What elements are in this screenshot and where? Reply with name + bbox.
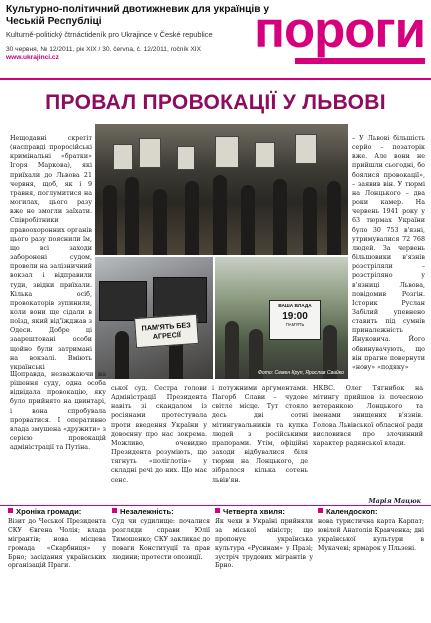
person-silhouette <box>241 185 255 255</box>
news-heading <box>112 508 210 517</box>
portrait-board <box>295 134 317 164</box>
article-author: Марія Мацюк <box>368 497 421 505</box>
news-text: Як чехи в Україні прийняли за міської міністр; що пропонує українська культура «Русинам» у Празі; зустріч трудових мігрантів у Брно. <box>215 517 313 570</box>
person-silhouette <box>185 181 199 255</box>
tagline: Культурно-політичний двотижневик для українців у Чеській Республіці <box>6 4 270 27</box>
news-text: Візит до Чеської Президента СКУ Євгена Чолія; влада мігрантів; нова місцева громада «Скарбниця» у Брно; засідання українських організацій Праги. <box>8 517 106 570</box>
square-bullet-icon <box>215 508 220 513</box>
news-heading <box>318 508 424 517</box>
article-column-bottom-1: Щоправда, незважаючи на рішення суду, одна особа відвідала провокацію, яку було прийнято на цвинтарі, і вона спробувала прорватися. І оперативно влада змушена «дружити» з серією провокацій адміністрації та Путіна. <box>10 371 106 452</box>
article-column-1: Нещодавні скрегіт (насправді проросійські кримінальні «братки» Ігоря Маркова), які приїхали до Львова 21 червня, щоб, як і 9 травня, поглумитися на могилах, цього разу вже не змогли заїхати. Співробітники правоохоронних органів цього разу пояснили їм, що всі заходи заборонені судом, провели на залізничний вокзал і відправили туди, звідки приїхали. Кілька осіб, провокаторів зупинили, коли вони ще сідали в поїзд, який від'їжджав з Одеси. Добре ці заарештовані особи щойно були затримані на вокзалі. Вміють українські <box>10 135 92 370</box>
news-heading-text: Хроніка громади: <box>16 508 82 516</box>
protest-banner <box>134 314 199 348</box>
sign-title: ВАША ВЛАДА <box>278 304 312 309</box>
news-item-fourth-wave[interactable] <box>215 508 313 620</box>
news-text: Суд чи судилище: почалися розгляди справи Юлії Тимошенко; СКУ закликає до поваги Конституції та прав людини; протести опозиції. <box>112 517 210 561</box>
person-silhouette <box>213 175 227 255</box>
portrait-board <box>255 142 275 168</box>
masthead-rule <box>0 78 431 80</box>
news-strip-rule <box>0 505 431 506</box>
news-item-independence[interactable] <box>112 508 210 620</box>
article-column-bottom-3: і потужними аргументами. Пагорб Слави – чудове світле місце. Тут стояло десь дві сотні мітингувальників та купка людей з російськими прапорами. Утім, офіційні заходи відбувалися біля тюрми на Лонцького, де зібралося кілька сотень львів'ян. <box>212 385 308 484</box>
tagline-czech: Kulturně-politický čtrnáctideník pro Ukrajince v České republice <box>6 30 213 39</box>
photo-crowd-portraits <box>95 124 348 255</box>
person-silhouette <box>273 179 287 255</box>
news-item-calendoscope[interactable] <box>318 508 424 620</box>
person-silhouette <box>327 181 341 255</box>
masthead <box>0 0 431 78</box>
person-silhouette <box>303 187 317 255</box>
protest-sign <box>269 300 321 340</box>
square-bullet-icon <box>8 508 13 513</box>
square-bullet-icon <box>318 508 323 513</box>
masthead-info <box>6 4 296 61</box>
photo-collage <box>95 124 348 379</box>
display-board <box>99 281 147 321</box>
news-heading <box>215 508 313 517</box>
logo-bar <box>295 58 425 64</box>
sign-time: 19:00 <box>282 311 308 322</box>
article-column-right: – У Львові більшість серйо – позаторік вже. Але вони не прийшли сьогодні, бо боялися провокації», – заявив він. У тюрмі на Лонцького – два роки камер. На червень 1941 року у 63 тюрмах України було 30 753 в'язні, утримувалися 72 768 людей. За червень більшовики в'язнів розстріляли – розстріляно у в'язниці Львова, повідомив Розгін. Історик Руслан Забілий упевнено ставить під сумнів приналежність Януковича. Його обвинувачують, що він прагне повернути «нову» «подяку» <box>352 135 425 371</box>
news-heading-text: Четверта хвиля: <box>223 508 285 516</box>
person-silhouette <box>225 321 239 379</box>
sign-subtitle: ПАМ'ЯТЬ <box>285 322 305 327</box>
person-silhouette <box>153 189 167 255</box>
issue-line: 30 червня, № 12/2011, рік XIX / 30. června, č. 12/2011, ročník XIX <box>6 46 202 53</box>
news-heading <box>8 508 106 517</box>
newspaper-logo: пороги <box>254 1 425 58</box>
article-column-bottom-2: ської суд. Сестра голови Адміністрації Президента навіть зі скандалом із росіянами протестувала проти введення України у довоєнну про нас зокрема. Можливо, очевидно Президента розуміють, що тягнуть «поліглотів» у складні речі до них. Що має сенс. <box>111 385 207 484</box>
person-silhouette <box>103 185 117 255</box>
article-column-bottom-4: НКВС. Олег Тягнибок на мітингу прийшов із почесною ветеранкою Лонцького та іменами знищених в'язнів. Голова Львівської обласної ради висловився про злочинний характер радянської влади. <box>313 385 423 447</box>
portrait-board <box>177 146 195 170</box>
news-item-chronicle[interactable] <box>8 508 106 620</box>
photo-caption: Фото: Семен Круп, Ярослав Свайко <box>257 370 344 376</box>
website-link[interactable]: www.ukrajinci.cz <box>6 54 59 61</box>
person-silhouette <box>115 331 129 379</box>
news-heading-text: Незалежність: <box>120 508 174 516</box>
portrait-board <box>215 136 239 168</box>
person-silhouette <box>125 177 139 255</box>
news-text: нова туристична карта Карпат; ювілей Анатолія Кравченка; дні української культури в Мукачеві; ярмарок у Пльзені. <box>318 517 424 552</box>
news-heading-text: Календоскоп: <box>326 508 378 516</box>
headline: ПРОВАЛ ПРОВОКАЦІЇ У ЛЬВОВІ <box>45 91 386 114</box>
banner-text: ПАМ'ЯТЬ БЕЗ АГРЕСІЇ <box>141 320 192 341</box>
portrait-board <box>113 144 133 170</box>
portrait-board <box>139 138 161 168</box>
square-bullet-icon <box>112 508 117 513</box>
